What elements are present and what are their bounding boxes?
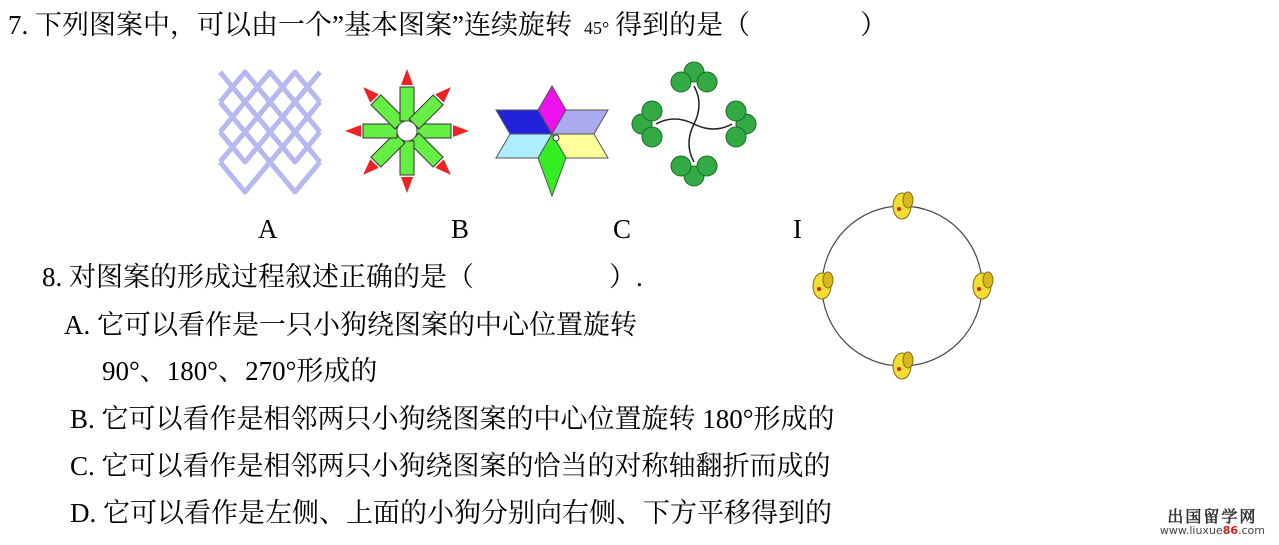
watermark-url: www.liuxue86.com [1159,524,1265,538]
q7-stem-prefix: 7. 下列图案中，可以由一个”基本图案”连续旋转 [8,10,572,40]
figure-a-lattice [220,72,320,192]
q7-label-i: I [793,214,802,244]
watermark [1159,506,1265,538]
figure-c-rhombus-star [496,72,608,196]
q8-option-a [64,312,637,339]
q8-option-a-cont [102,358,377,385]
q7-stem [8,12,887,39]
q7-stem-angle: 45° [583,18,610,38]
q7-label-c: C [613,214,632,244]
figure-b-star [342,66,472,196]
q8-option-c-text: 它可以看作是相邻两只小狗绕图案的恰当的对称轴翻折而成的 [101,451,831,481]
q7-label-a: A [258,214,278,244]
q8-option-a-text-cont: 90°、180°、270°形成的 [102,356,378,386]
q8-option-a-text: 它可以看作是一只小狗绕图案的中心位置旋转 [97,310,637,340]
q8-option-d-letter: D. [70,498,97,528]
watermark-title: 出国留学网 [1167,506,1258,526]
q8-option-b [70,406,835,433]
q8-option-d-text: 它可以看作是左侧、上面的小狗分别向右侧、下方平移得到的 [103,498,832,528]
q7-stem-suffix: 得到的是（ [615,10,751,40]
figure-puppy-circle [812,196,992,376]
q8-option-a-letter: A. [64,310,91,340]
q8-option-b-letter: B. [70,404,95,434]
q8-stem: 8. 对图案的形成过程叙述正确的是（ ）. [42,262,643,292]
q8-option-d [70,500,832,527]
q8-option-b-text: 它可以看作是相邻两只小狗绕图案的中心位置旋转 180°形成的 [101,404,835,434]
q7-stem-close: ） [860,10,888,40]
q8-option-c [70,453,831,480]
q8-option-c-letter: C. [70,451,95,481]
figure-i-clover [630,58,758,188]
q7-label-b: B [451,214,470,244]
